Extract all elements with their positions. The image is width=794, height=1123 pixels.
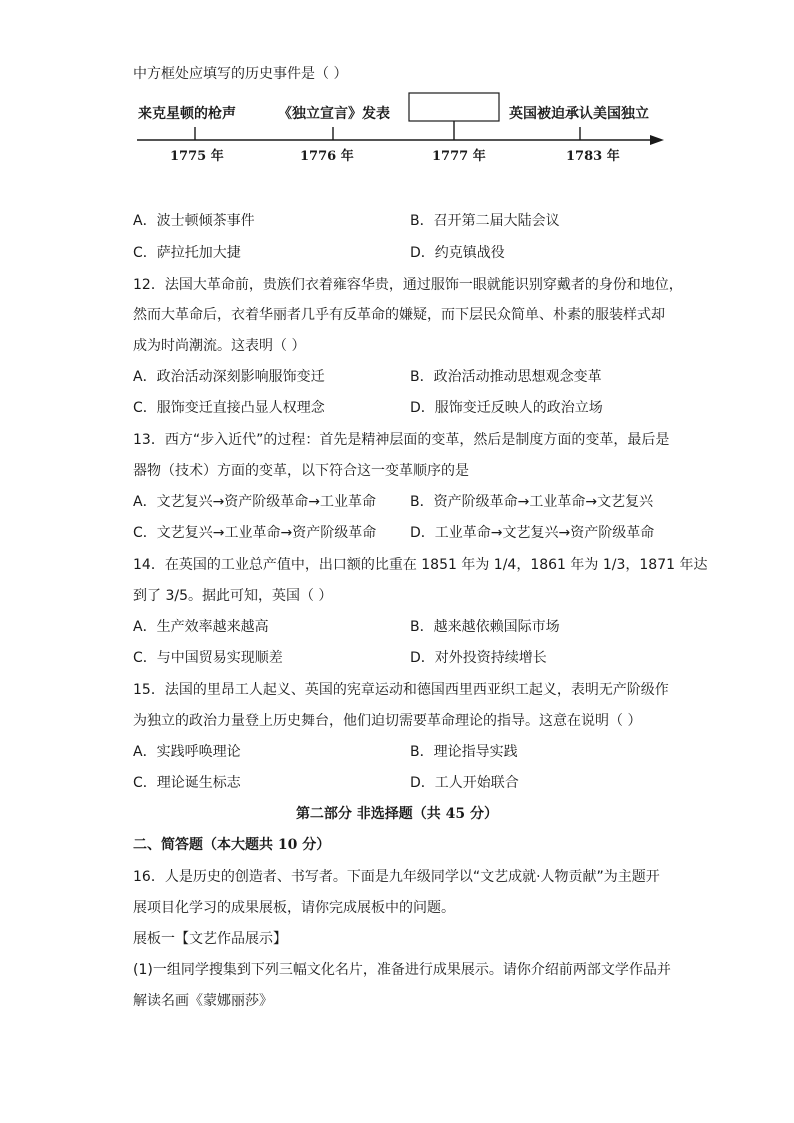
q11-option-d[interactable]: D．约克镇战役 — [410, 245, 505, 261]
timeline-year-3: 1777 年 — [432, 149, 486, 164]
question-11-stem: 中方框处应填写的历史事件是（ ） — [133, 66, 348, 82]
timeline-event-2: 《独立宣言》发表 — [278, 106, 390, 122]
sub-question-1-line-2: 解读名画《蒙娜丽莎》 — [133, 993, 273, 1009]
question-13-line-2: 器物（技术）方面的变革，以下符合这一变革顺序的是 — [133, 463, 469, 479]
q14-option-d[interactable]: D．对外投资持续增长 — [410, 650, 547, 666]
question-14-line-1: 14．在英国的工业总产值中，出口额的比重在 1851 年为 1/4，1861 年为 1/3，1871 年达 — [133, 557, 708, 573]
q12-option-a[interactable]: A．政治活动深刻影响服饰变迁 — [133, 369, 325, 385]
board-1-title: 展板一【文艺作品展示】 — [133, 931, 287, 947]
question-12-line-1: 12．法国大革命前，贵族们衣着雍容华贵，通过服饰一眼就能识别穿戴者的身份和地位， — [133, 277, 683, 293]
timeline-blank-box — [409, 93, 499, 121]
q11-option-c[interactable]: C．萨拉托加大捷 — [133, 245, 241, 261]
q12-option-d[interactable]: D．服饰变迁反映人的政治立场 — [410, 400, 603, 416]
q15-option-d[interactable]: D．工人开始联合 — [410, 775, 519, 791]
question-12-line-3: 成为时尚潮流。这表明（ ） — [133, 338, 306, 354]
q13-option-c[interactable]: C．文艺复兴→工业革命→资产阶级革命 — [133, 525, 377, 541]
question-12-line-2: 然而大革命后，衣着华丽者几乎有反革命的嫌疑，而下层民众简单、朴素的服装样式却 — [133, 307, 665, 323]
q15-option-c[interactable]: C．理论诞生标志 — [133, 775, 241, 791]
question-14-line-2: 到了 3/5。据此可知，英国（ ） — [133, 588, 333, 604]
q15-option-b[interactable]: B．理论指导实践 — [410, 744, 518, 760]
question-15-line-1: 15．法国的里昂工人起义、英国的宪章运动和德国西里西亚织工起义，表明无产阶级作 — [133, 682, 669, 698]
q13-option-a[interactable]: A．文艺复兴→资产阶级革命→工业革命 — [133, 494, 377, 510]
timeline-year-1: 1775 年 — [170, 149, 224, 164]
timeline-arrow-icon — [650, 135, 664, 145]
q11-option-b[interactable]: B．召开第二届大陆会议 — [410, 213, 560, 229]
question-16-line-2: 展项目化学习的成果展板，请你完成展板中的问题。 — [133, 900, 455, 916]
q14-option-c[interactable]: C．与中国贸易实现顺差 — [133, 650, 283, 666]
q11-option-a[interactable]: A．波士顿倾茶事件 — [133, 213, 255, 229]
question-16-line-1: 16．人是历史的创造者、书写者。下面是九年级同学以“文艺成就·人物贡献”为主题开 — [133, 869, 660, 885]
timeline-event-4: 英国被迫承认美国独立 — [509, 106, 649, 122]
q14-option-a[interactable]: A．生产效率越来越高 — [133, 619, 269, 635]
q13-option-b[interactable]: B．资产阶级革命→工业革命→文艺复兴 — [410, 494, 654, 510]
q12-option-c[interactable]: C．服饰变迁直接凸显人权理念 — [133, 400, 325, 416]
q13-option-d[interactable]: D．工业革命→文艺复兴→资产阶级革命 — [410, 525, 655, 541]
timeline-year-2: 1776 年 — [300, 149, 354, 164]
q14-option-b[interactable]: B．越来越依赖国际市场 — [410, 619, 560, 635]
timeline-event-1: 来克星顿的枪声 — [138, 106, 236, 122]
section-2-heading: 二、简答题（本大题共 10 分） — [133, 837, 331, 853]
timeline-year-4: 1783 年 — [566, 149, 620, 164]
sub-question-1-line-1: (1)一组同学搜集到下列三幅文化名片，准备进行成果展示。请你介绍前两部文学作品并 — [133, 962, 671, 978]
q12-option-b[interactable]: B．政治活动推动思想观念变革 — [410, 369, 602, 385]
question-15-line-2: 为独立的政治力量登上历史舞台，他们迫切需要革命理论的指导。这意在说明（ ） — [133, 713, 642, 729]
timeline-figure — [0, 90, 794, 180]
part-2-title: 第二部分 非选择题（共 45 分） — [295, 806, 499, 822]
question-13-line-1: 13．西方“步入近代”的过程：首先是精神层面的变革，然后是制度方面的变革，最后是 — [133, 432, 670, 448]
q15-option-a[interactable]: A．实践呼唤理论 — [133, 744, 241, 760]
